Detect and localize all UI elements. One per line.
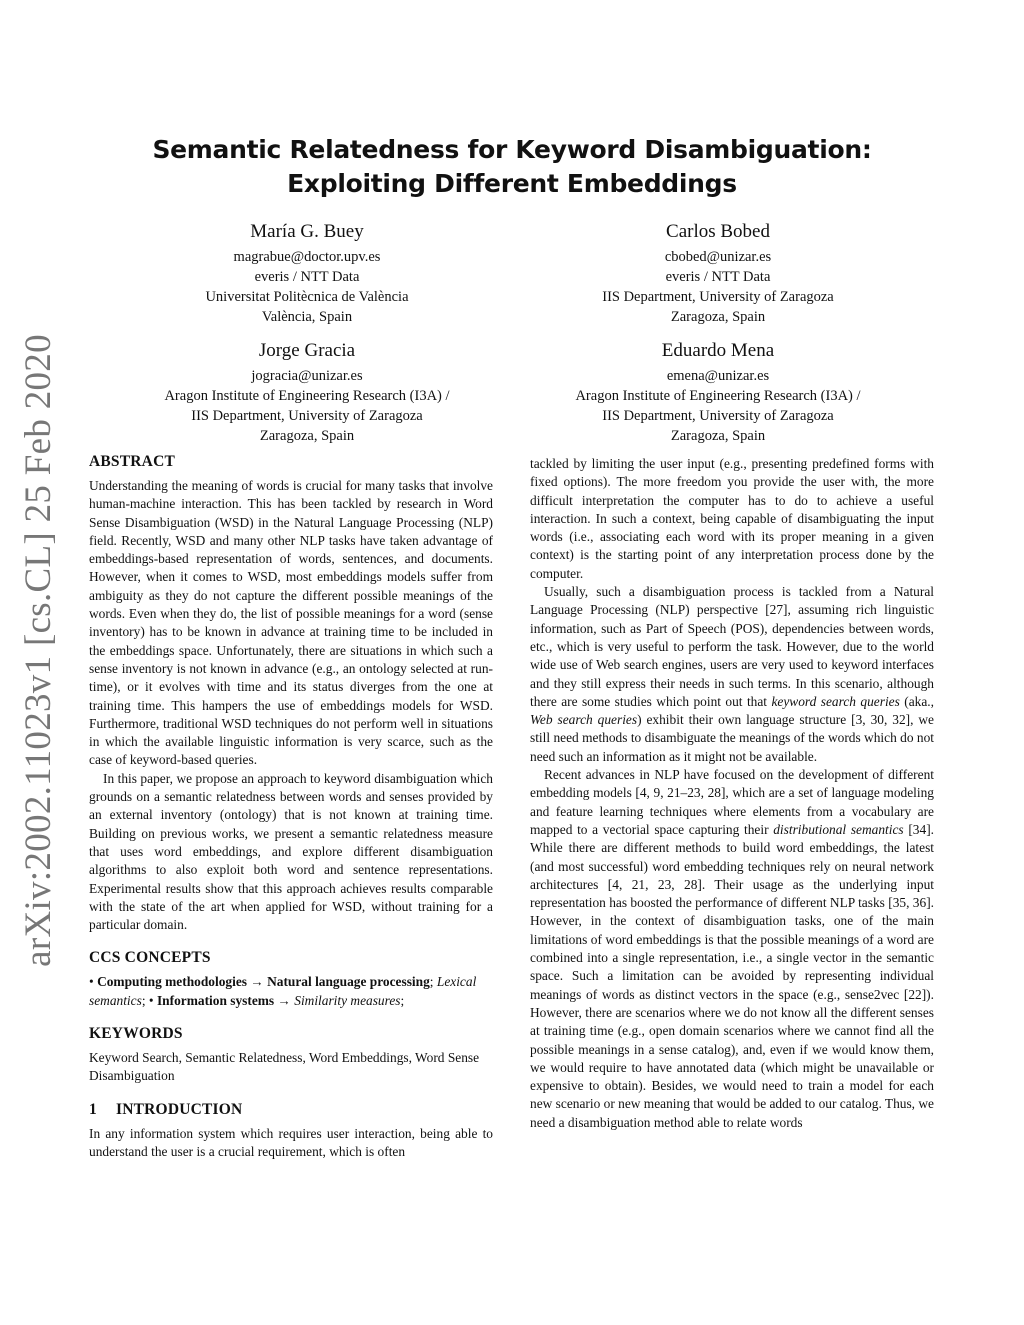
ccs-term: Natural language processing: [267, 974, 430, 990]
introduction-heading: [89, 1100, 493, 1120]
abstract-heading: ABSTRACT: [89, 453, 176, 470]
text-run: (aka.,: [899, 693, 934, 709]
text-run: ) exhibit their own language structure [3, 30, 32], we still need methods to disambiguate the meanings of the words which do not need such an information as it might not be available.: [530, 712, 935, 764]
introduction-paragraph: tackled by limiting the user input (e.g., presenting predefined forms with fixed options). The more freedom you provide the user with, the more difficult interpretation the computer has to do to achieve a useful interaction. In such a context, being capable of disambiguating the input words (i.e., associating each word with its proper meaning in a given context) is the starting point of any interpretation process done by the computer.: [530, 456, 934, 581]
emphasis: Web search queries: [530, 712, 638, 728]
text-run: Recent advances in NLP have focused on the development of different embedding models [4, 9, 21–23, 28], which are a set of language modeling and feature learning techniques where elements from a vocabulary are mapped to a vectorial space capturing their: [530, 767, 934, 837]
author-email: jogracia@unizar.es: [251, 368, 363, 384]
ccs-term: Computing methodologies: [97, 974, 247, 990]
author-affiliation: Aragon Institute of Engineering Research (I3A) /: [164, 388, 450, 404]
author-block: [107, 218, 507, 327]
left-column: [89, 452, 493, 1161]
text-run: [34]. While there are different methods to build word embeddings, the latest (and most successful) word embedding techniques rely on neural network architectures [4, 21, 23, 28]. Their usage as the underlying input representation has boosted the performance of different NLP tasks [35, 36]. However, in the context of disambiguation tasks, one of the main limitations of word embeddings is that the possible meanings of a word are combined into a single representation, i.e., a single vector in the semantic space. Such a limitation can be avoided by representing individual meanings of words as distinct vectors in the space (e.g., sense2vec [22]). However, there are scenarios where we do not know all the different senses at training time (e.g., open domain scenarios where we cannot find all the possible meanings in a sense catalog), and, even if we would know them, we would require to have annotated data (which might be unavailable or expensive to obtain). Besides, we would need to train a model for each new scenario or new meaning that would be added to our catalog. Thus, we need a disambiguation method able to relate words: [530, 821, 934, 1130]
author-location: Zaragoza, Spain: [670, 428, 766, 444]
text-run: Usually, such a disambiguation process is tackled from a Natural Language Processing (NLP) perspective [27], assuming rich linguistic information, such as Part of Speech (POS), dependencies between words, etc., which is very useful to perform the task. However, due to the world wide use of Web search engines, users are very used to keyword interfaces and they still express their needs in such terms. In this scenario, although there are some studies which point out that: [530, 584, 934, 709]
arrow: →: [250, 974, 264, 990]
author-email: cbobed@unizar.es: [664, 249, 772, 265]
author-name: María G. Buey: [250, 221, 364, 242]
author-email: magrabue@doctor.upv.es: [233, 249, 381, 265]
right-column: [530, 455, 934, 1132]
bullet: •: [148, 992, 154, 1008]
bullet: •: [89, 974, 94, 990]
arxiv-sidebar: [10, 333, 66, 967]
author-block: [518, 337, 918, 446]
ccs-term: Information systems: [156, 992, 275, 1008]
section-title: INTRODUCTION: [116, 1100, 243, 1118]
title-line-1: Semantic Relatedness for Keyword Disambiguation:: [152, 135, 872, 164]
author-block: [107, 337, 507, 446]
keywords-heading: KEYWORDS: [89, 1025, 183, 1043]
ccs-concepts: [89, 973, 493, 1010]
author-name: Jorge Gracia: [258, 340, 356, 361]
emphasis: keyword search queries: [771, 693, 900, 709]
author-location: València, Spain: [261, 309, 353, 325]
author-block: [518, 218, 918, 327]
author-affiliation: everis / NTT Data: [665, 269, 771, 285]
paper-title: [150, 133, 874, 201]
arxiv-identifier: arXiv:2002.11023v1 [cs.CL] 25 Feb 2020: [17, 333, 59, 967]
separator: ;: [429, 974, 434, 990]
author-affiliation: IIS Department, University of Zaragoza: [602, 408, 834, 424]
introduction-paragraph: [530, 583, 934, 766]
abstract-paragraph: Understanding the meaning of words is crucial for many tasks that involve human-machine interaction. This has been tackled by research in Word Sense Disambiguation (WSD) in the Natural Language Processing (NLP) field. Recently, WSD and many other NLP tasks have taken advantage of embeddings-based representation of words, sentences, and documents. However, when it comes to WSD, most embeddings models suffer from ambiguity as they do not capture the different possible meanings of the words. Even when they do, the list of possible meanings for a word (sense inventory) has to be known in advance at training time to be included in the embeddings space. Unfortunately, there are situations in which such a sense inventory is not known in advance (e.g., an ontology selected at run-time), or it evolves with time and its status diverges from the one at training time. This hampers the use of embeddings models for WSD. Furthermore, traditional WSD techniques do not perform well in situations in which the available linguistic information is very scarce, such as the case of keyword-based queries.: [89, 478, 493, 768]
ccs-heading: CCS CONCEPTS: [89, 949, 211, 967]
author-affiliation: IIS Department, University of Zaragoza: [191, 408, 423, 424]
abstract-paragraph: In this paper, we propose an approach to keyword disambiguation which grounds on a semantic relatedness between words and senses provided by an external inventory (ontology) that is not known at training time. Building on previous works, we present a semantic relatedness measure that uses word embeddings, and explore different disambiguation algorithms to also exploit both word and sentence representations. Experimental results show that this approach achieves results comparable with the state of the art when applied for WSD, without training for a particular domain.: [89, 770, 493, 933]
author-affiliation: Aragon Institute of Engineering Research (I3A) /: [575, 388, 861, 404]
author-affiliation: everis / NTT Data: [254, 269, 360, 285]
author-affiliation: Universitat Politècnica de València: [205, 289, 409, 305]
section-number: 1: [89, 1100, 97, 1118]
introduction-paragraph: In any information system which requires user interaction, being able to understand the user is a crucial requirement, which is often: [89, 1125, 493, 1159]
author-location: Zaragoza, Spain: [670, 309, 766, 325]
author-affiliation: IIS Department, University of Zaragoza: [602, 289, 834, 305]
ccs-term: Lexical semantics: [89, 974, 477, 1008]
arrow: →: [277, 992, 291, 1008]
separator: ;: [141, 992, 146, 1008]
title-line-2: Exploiting Different Embeddings: [287, 169, 737, 198]
keywords-text: Keyword Search, Semantic Relatedness, Word Embeddings, Word Sense Disambiguation: [89, 1050, 480, 1084]
ccs-term: Similarity measures: [294, 992, 401, 1008]
author-name: Eduardo Mena: [661, 340, 775, 361]
introduction-paragraph: [530, 766, 934, 1132]
emphasis: distributional semantics: [773, 821, 904, 837]
separator: ;: [400, 992, 405, 1008]
author-email: emena@unizar.es: [666, 368, 770, 384]
author-name: Carlos Bobed: [666, 221, 770, 242]
author-location: Zaragoza, Spain: [259, 428, 355, 444]
